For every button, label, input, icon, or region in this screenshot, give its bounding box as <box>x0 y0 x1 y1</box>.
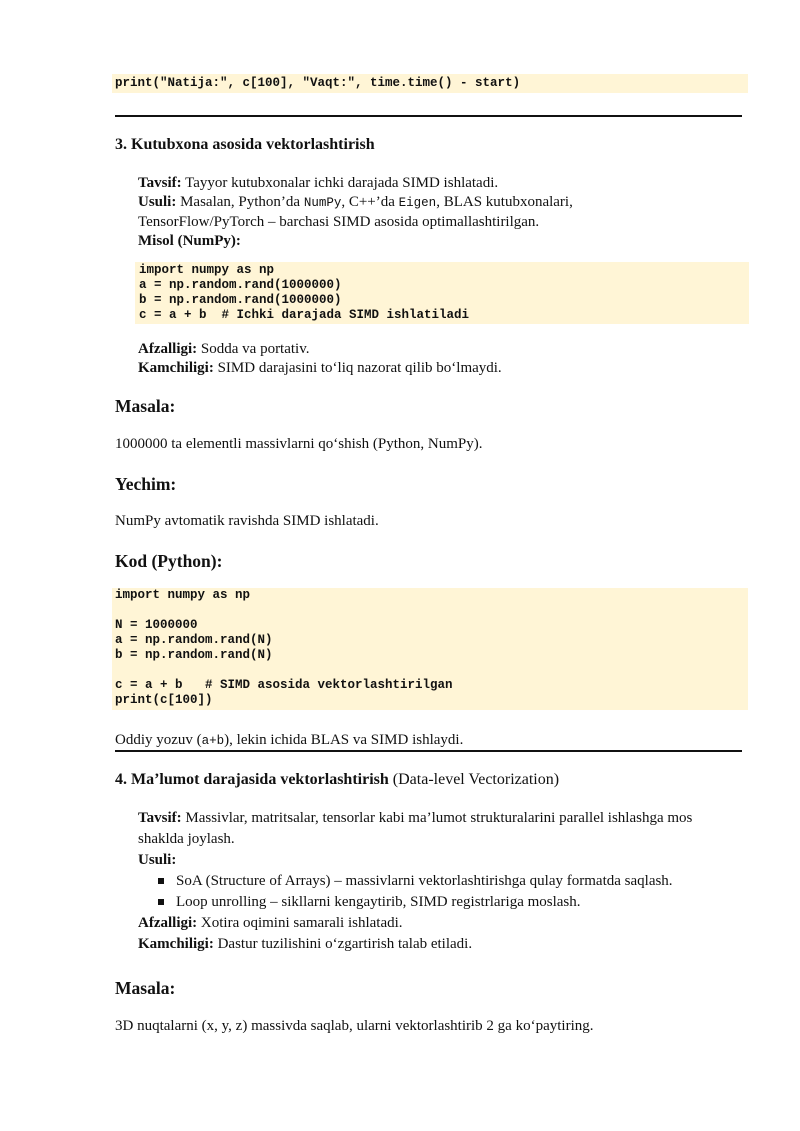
bullet-icon <box>158 878 164 884</box>
label-tavsif: Tavsif: <box>138 175 182 191</box>
bullet-list <box>154 871 744 913</box>
kamchiligi-text: SIMD darajasini to‘liq nazorat qilib bo‘lmaydi. <box>213 360 502 376</box>
kod-note <box>115 731 463 751</box>
label-tavsif: Tavsif: <box>138 810 182 826</box>
section-description <box>138 174 748 251</box>
masala-heading: Masala: <box>115 396 176 416</box>
tavsif-text: Massivlar, matritsalar, tensorlar kabi ma’lumot strukturalarini parallel ishlashga mos <box>181 810 693 826</box>
label-kamchiligi: Kamchiligi: <box>138 936 214 952</box>
section-heading: 3. Kutubxona asosida vektorlashtirish <box>115 136 375 153</box>
yechim-text: NumPy avtomatik ravishda SIMD ishlatadi. <box>115 513 379 529</box>
code-block-top: print("Natija:", c[100], "Vaqt:", time.time() - start) <box>112 74 748 93</box>
bullet-icon <box>158 899 164 905</box>
code-block: import numpy as np a = np.random.rand(1000000) b = np.random.rand(1000000) c = a + b # Ichki darajada SIMD ishlatiladi <box>135 262 749 324</box>
pros-cons <box>138 340 748 378</box>
usuli-text-continued: TensorFlow/PyTorch – barchasi SIMD asosida optimallashtirilgan. <box>138 214 540 230</box>
usuli-text: , C++’da <box>341 194 399 210</box>
masala-text: 3D nuqtalarni (x, y, z) massivda saqlab, ularni vektorlashtirib 2 ga ko‘paytiring. <box>115 1018 594 1034</box>
inline-code: a+b <box>201 734 225 748</box>
inline-code: NumPy <box>303 196 342 210</box>
label-kamchiligi: Kamchiligi: <box>138 360 214 376</box>
note-text: Oddiy yozuv ( <box>115 732 202 748</box>
section-heading <box>115 771 559 789</box>
divider <box>115 115 742 117</box>
usuli-text: Masalan, Python’da <box>176 194 304 210</box>
afzalligi-text: Xotira oqimini samarali ishlatadi. <box>197 915 403 931</box>
masala-heading: Masala: <box>115 978 176 998</box>
label-usuli: Usuli: <box>138 194 177 210</box>
label-afzalligi: Afzalligi: <box>138 915 198 931</box>
kod-heading: Kod (Python): <box>115 551 223 571</box>
label-misol: Misol (NumPy): <box>138 233 241 249</box>
usuli-text: , BLAS kutubxonalari, <box>436 194 573 210</box>
code-block-python: import numpy as np N = 1000000 a = np.random.rand(N) b = np.random.rand(N) c = a + b # SIMD asosida vektorlashtirilgan print(c[100]) <box>112 588 748 710</box>
tavsif-text-continued: shaklda joylash. <box>138 831 235 847</box>
inline-code: Eigen <box>398 196 437 210</box>
tavsif-text: Tayyor kutubxonalar ichki darajada SIMD ishlatadi. <box>181 175 499 191</box>
masala-text: 1000000 ta elementli massivlarni qo‘shish (Python, NumPy). <box>115 436 483 452</box>
list-item-text: SoA (Structure of Arrays) – massivlarni vektorlashtirishga qulay formatda saqlash. <box>176 873 673 889</box>
note-text: ), lekin ichida BLAS va SIMD ishlaydi. <box>224 732 464 748</box>
label-usuli: Usuli: <box>138 852 177 868</box>
divider <box>115 750 742 752</box>
section-heading-subtitle: (Data-level Vectorization) <box>388 771 560 788</box>
yechim-heading: Yechim: <box>115 474 177 494</box>
section-description <box>138 808 744 955</box>
list-item <box>154 871 744 892</box>
list-item <box>154 892 744 913</box>
list-item-text: Loop unrolling – sikllarni kengaytirib, SIMD registrlariga moslash. <box>176 894 581 910</box>
afzalligi-text: Sodda va portativ. <box>197 341 310 357</box>
kamchiligi-text: Dastur tuzilishini o‘zgartirish talab etiladi. <box>213 936 473 952</box>
section-heading-bold: 4. Ma’lumot darajasida vektorlashtirish <box>115 771 389 788</box>
label-afzalligi: Afzalligi: <box>138 341 198 357</box>
